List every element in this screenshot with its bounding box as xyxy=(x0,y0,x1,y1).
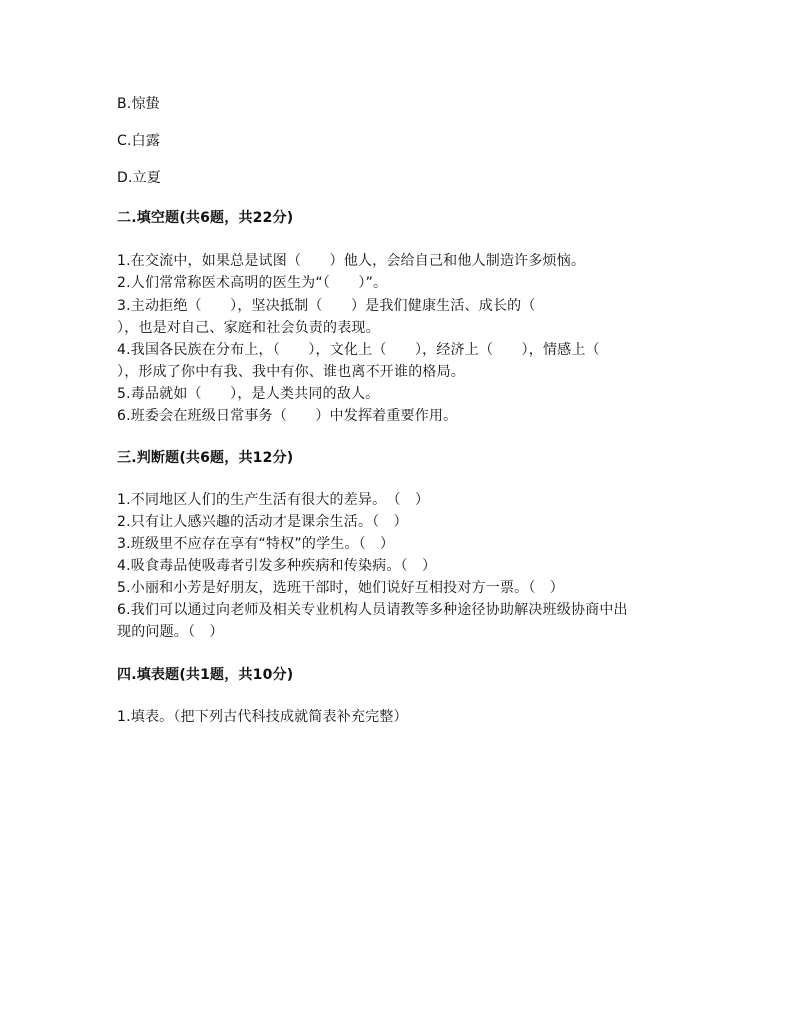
fill-in-line: ），也是对自己、家庭和社会负责的表现。 xyxy=(117,320,380,336)
fill-in-line: 1.在交流中，如果总是试图（ ）他人，会给自己和他人制造许多烦恼。 xyxy=(117,253,586,269)
table-question-line: 1.填表。（把下列古代科技成就简表补充完整） xyxy=(117,709,408,725)
true-false-line: 1.不同地区人们的生产生活有很大的差异。 （ ） xyxy=(117,492,430,508)
section-heading-fill-in: 二.填空题(共6题，共22分) xyxy=(117,210,294,226)
true-false-line: 3.班级里不应存在享有“特权”的学生。（ ） xyxy=(117,536,395,552)
fill-in-line: 5.毒品就如（ ），是人类共同的敌人。 xyxy=(117,386,380,402)
fill-in-line: 3.主动拒绝（ ），坚决抵制（ ）是我们健康生活、成长的（ xyxy=(117,298,536,314)
fill-in-line: 4.我国各民族在分布上，（ ），文化上（ ），经济上（ ），情感上（ xyxy=(117,342,600,358)
true-false-line: 现的问题。（ ） xyxy=(117,624,224,640)
section-heading-true-false: 三.判断题(共6题，共12分) xyxy=(117,450,294,466)
true-false-line: 5.小丽和小芳是好朋友，选班干部时，她们说好互相投对方一票。（ ） xyxy=(117,580,564,596)
fill-in-line: 6.班委会在班级日常事务（ ）中发挥着重要作用。 xyxy=(117,408,458,424)
section-heading-table: 四.填表题(共1题，共10分) xyxy=(117,667,294,683)
true-false-line: 2.只有让人感兴趣的活动才是课余生活。（ ） xyxy=(117,514,408,530)
true-false-line: 6.我们可以通过向老师及相关专业机构人员请教等多种途径协助解决班级协商中出 xyxy=(117,602,628,618)
fill-in-line: 2.人们常常称医术高明的医生为“（ ）”。 xyxy=(117,275,388,291)
option-c: C.白露 xyxy=(117,133,161,149)
true-false-line: 4.吸食毒品使吸毒者引发多种疾病和传染病。（ ） xyxy=(117,558,437,574)
option-d: D.立夏 xyxy=(117,170,162,186)
option-b: B.惊蛰 xyxy=(117,96,160,112)
fill-in-line: ），形成了你中有我、我中有你、谁也离不开谁的格局。 xyxy=(117,364,465,380)
